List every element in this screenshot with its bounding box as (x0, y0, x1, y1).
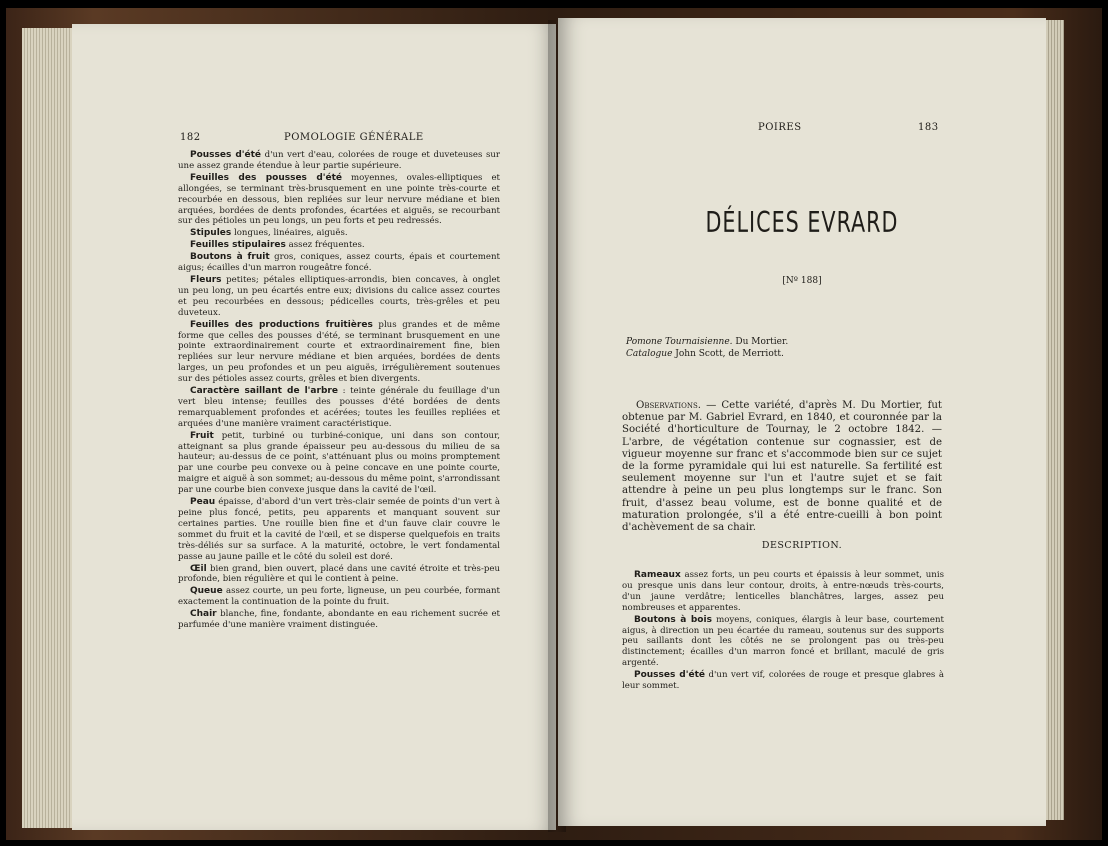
paragraph (622, 670, 944, 692)
paragraph-text: épaisse, d'abord d'un vert très-clair semée de points d'un vert à peine plus foncé, petits, peu apparents et manquant souvent sur certaines parties. Une rouille bien fine et d'un fauve clair couvre le sommet du fruit et la cavité de l'œil, et se disperse quelquefois en traits très-déliés sur sa surface. A la maturité, octobre, le vert fondamental passe au jaune paille et le côté du soleil est doré. (178, 497, 500, 562)
paragraph-term: Feuilles des pousses d'été (190, 172, 343, 183)
paragraph-text: blanche, fine, fondante, abondante en eau richement sucrée et parfumée d'une manière vraiment distinguée. (178, 609, 500, 631)
paragraph (622, 570, 944, 614)
paragraph-text: plus grandes et de même forme que celles des pousses d'été, se terminant brusquement en une pointe extraordinairement courte et extraordinairement fine, bien repliées sur leur nervure médiane et bien arquées, bordées de dents larges, un peu profondes et un peu aiguës, irrégulièrement soutenues sur des pétioles assez courts, grêles et bien divergents. (178, 319, 500, 385)
paragraph (178, 228, 500, 239)
left-running-head: POMOLOGIE GÉNÉRALE (284, 132, 424, 143)
paragraph (178, 150, 500, 172)
paragraph (178, 431, 500, 496)
variety-number: [Nº 188] (782, 276, 822, 286)
paragraph (178, 497, 500, 562)
left-page (72, 24, 556, 830)
paragraph (178, 275, 500, 319)
paragraph (178, 386, 500, 430)
paragraph-term: Caractère saillant de l'arbre (190, 386, 338, 397)
paragraph-text: moyennes, ovales-elliptiques et allongées, se terminant très-brusquement en une pointe très-courte et recourbée en dessous, bien repliées sur leur nervure médiane et bien arquées, bordées de dents profondes, écartées et aiguës, se recourbant sur des pétioles un peu longs, un peu forts et peu redressés. (178, 172, 500, 227)
observations-paragraph: Observations. — Cette variété, d'après M. Du Mortier, fut obtenue par M. Gabriel Evrard, en 1840, et couronnée par la Société d'horticulture de Tournay, le 2 octobre 1842. — L'arbre, de végétation contenue sur cognassier, est de vigueur moyenne sur franc et s'accommode bien sur ce sujet de la forme pyramidale qui lui est naturelle. Sa fertilité est seulement moyenne sur l'un et l'autre sujet et se fait attendre à peine un peu plus longtemps sur le franc. Son fruit, d'assez beau volume, est de bonne qualité et de maturation prolongée, s'il a été entre-cueilli à bon point d'achèvement de sa chair. (622, 400, 942, 534)
paragraph-text: : teinte générale du feuillage d'un vert bleu intense; feuilles des pousses d'été bordées de dents remarquablement profondes et acérées; toutes les feuilles repliées et arquées d'une manière vraiment caractéristique. (178, 386, 500, 429)
left-body-text (178, 150, 500, 632)
paragraph-text: moyens, coniques, élargis à leur base, courtement aigus, à direction un peu écartée du rameau, soutenus sur des supports peu saillants dont les côtés ne se prolongent pas ou très-peu distinctement; écailles d'un marron foncé et brillant, maculé de gris argenté. (622, 614, 944, 669)
paragraph-term: Fruit (190, 430, 214, 441)
paragraph-term: Fleurs (190, 274, 222, 285)
description-text (622, 570, 944, 693)
paragraph-text: bien grand, bien ouvert, placé dans une cavité étroite et très-peu profonde, bien régulière et qui le contient à peine. (178, 563, 500, 585)
paragraph-term: Stipules (190, 228, 232, 239)
paragraph (178, 320, 500, 385)
paragraph (178, 609, 500, 631)
paragraph-text: d'un vert vif, colorées de rouge et presque glabres à leur sommet. (622, 670, 945, 692)
paragraph-text: petit, turbiné ou turbiné-conique, uni dans son contour, atteignant sa plus grande épaisseur peu au-dessous du milieu de sa hauteur; au-dessus de ce point, s'atténuant plus ou moins promptement par une courbe peu convexe ou à peine concave en une pointe courte, maigre et aiguë à son sommet; au-dessous du même point, s'arrondissant par une courbe bien convexe jusque dans la cavité de l'œil. (178, 430, 500, 496)
paragraph-term: Pousses d'été (190, 150, 262, 160)
paragraph (178, 564, 500, 586)
paragraph-text: assez fréquentes. (285, 240, 365, 251)
page-edges-left (22, 28, 74, 828)
paragraph-text: petites; pétales elliptiques-arrondis, bien concaves, à onglet un peu long, un peu écartés entre eux; divisions du calice assez courtes et peu recourbées en dessous; pédicelles courts, très-grêles et peu duveteux. (178, 274, 500, 318)
paragraph-term: Œil (190, 563, 207, 574)
paragraph-text: d'un vert d'eau, colorées de rouge et duveteuses sur une assez grande étendue à leur partie supérieure. (178, 150, 501, 171)
paragraph (178, 252, 500, 274)
paragraph (178, 586, 500, 608)
reference-item: Catalogue John Scott, de Merriott. (626, 349, 784, 359)
paragraph-text: longues, linéaires, aiguës. (231, 228, 348, 239)
paragraph (178, 240, 500, 251)
paragraph-term: Chair (190, 609, 217, 620)
paragraph-term: Queue (190, 586, 223, 597)
left-page-number: 182 (180, 132, 201, 143)
variety-title: DÉLICES EVRARD (705, 206, 899, 240)
paragraph-text: assez courte, un peu forte, ligneuse, un peu courbée, formant exactement la continuation de la pointe du fruit. (178, 586, 500, 608)
right-running-head: POIRES (758, 122, 802, 133)
reference-item: Pomone Tournaisienne. Du Mortier. (626, 337, 789, 347)
paragraph (178, 173, 500, 228)
paragraph-term: Boutons à bois (634, 614, 712, 625)
paragraph-term: Peau (190, 497, 216, 508)
paragraph (622, 615, 944, 670)
paragraph-term: Rameaux (634, 570, 681, 580)
right-page (558, 18, 1046, 826)
references (626, 336, 926, 360)
paragraph-term: Feuilles stipulaires (190, 240, 286, 251)
paragraph-text: assez forts, un peu courts et épaissis à leur sommet, unis ou presque unis dans leur contour, droits, à entre-nœuds très-courts, d'un jaune verdâtre; lenticelles blanchâtres, larges, assez peu nombreuses et apparentes. (622, 570, 944, 613)
description-heading: DESCRIPTION. (761, 540, 843, 551)
paragraph-term: Boutons à fruit (190, 252, 270, 263)
paragraph-text: gros, coniques, assez courts, épais et courtement aigus; écailles d'un marron rougeâtre foncé. (178, 252, 500, 274)
right-page-number: 183 (918, 122, 939, 133)
paragraph-term: Feuilles des productions fruitières (190, 319, 373, 330)
paragraph-term: Pousses d'été (634, 670, 706, 681)
